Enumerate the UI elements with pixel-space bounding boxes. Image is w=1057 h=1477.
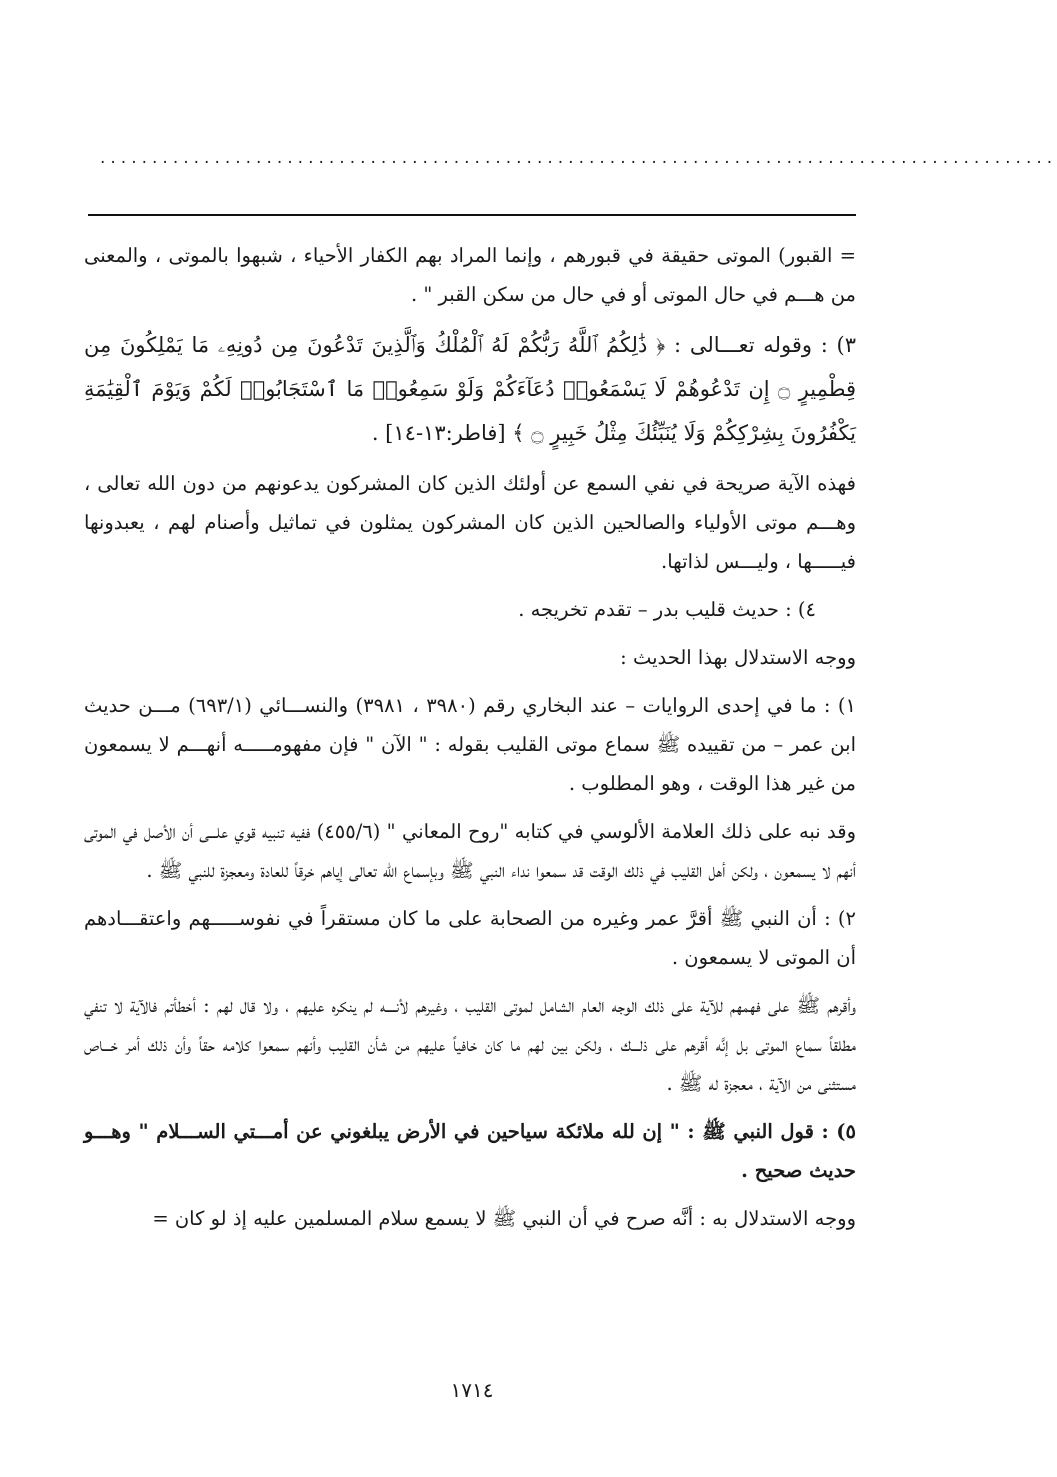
verse-commentary: فهذه الآية صريحة في نفي السمع عن أولئك الذين كان المشركون يدعونهم من دون الله تعالى ، وهـــم موتى الأولياء والصالحين الذين كان المشركون يمثلون في تماثيل وأصنام لهم ، يعبدونها فيـــــها ، وليـــس لذاتها. [84, 472, 856, 573]
evidence-conclusion: ووجه الاستدلال به : أنَّه صرح في أن النبي ﷺ لا يسمع سلام المسلمين عليه إذ لو كان = [152, 1207, 856, 1230]
evidence-point-2: ٢) : أن النبي ﷺ أقرَّ عمر وغيره من الصحابة على ما كان مستقراً في نفوســـــهم واعتقـــادهم أن الموتى لا يسمعون . [84, 907, 856, 969]
page-body [84, 236, 856, 1247]
hadith-item-4: ٤) : حديث قليب بدر – تقدم تخريجه . [518, 598, 816, 621]
evidence-heading: ووجه الاستدلال بهذا الحديث : [620, 646, 856, 669]
hadith-item-5: ٥) : قول النبي ﷺ : " إن لله ملائكة سياحين في الأرض يبلغوني عن أمـــتي الســـلام " وهـــو حديث صحيح . [84, 1120, 856, 1182]
footnote-rule [88, 214, 856, 216]
quran-verse-item: ٣) : وقوله تعـــالى : ﴿ ذَٰلِكُمُ ٱللَّهُ رَبُّكُمْ لَهُ ٱلْمُلْكُ وَٱلَّذِينَ تَدْعُونَ مِن دُونِهِۦ مَا يَمْلِكُونَ مِن قِطْمِيرٍ ۝ إِن تَدْعُوهُمْ لَا يَسْمَعُوا۟ دُعَآءَكُمْ وَلَوْ سَمِعُوا۟ مَا ٱسْتَجَابُوا۟ لَكُمْ وَيَوْمَ ٱلْقِيَٰمَةِ يَكْفُرُونَ بِشِرْكِكُمْ وَلَا يُنَبِّئُكَ مِثْلُ خَبِيرٍ ۝ ﴾ [فاطر:١٣-١٤] . [84, 333, 856, 445]
separator-dots: ............................................................................................ [100, 148, 1057, 168]
evidence-point-1: ١) : ما في إحدى الروايات – عند البخاري رقم (٣٩٨٠ ، ٣٩٨١) والنســـائي (٦٩٣/١) مـــن حديث ابن عمر – من تقييده ﷺ سماع موتى القليب بقوله : " الآن " فإن مفهومـــــه أنهـــم لا يسمعون من غير هذا الوقت ، وهو المطلوب . [84, 694, 856, 795]
page-number: ١٧١٤ [450, 1378, 494, 1402]
continued-note: = القبور) الموتى حقيقة في قبورهم ، وإنما المراد بهم الكفار الأحياء ، شبهوا بالموتى ، والمعنى من هـــم في حال الموتى أو في حال من سكن القبر " . [84, 244, 856, 306]
evidence-point-2-detail: وأقرهم ﷺ على فهمهم للآية على ذلك الوجه العام الشامل لموتى القليب ، وغيرهم لأنــــه لم ينكره عليهم ، ولا قال لهم : أخطأتم فالآية لا تنفي مطلقاً سماع الموتى بل إنَّه أقرهم على ذلـــك ، ولكن بين لهم ما كان خافياً عليهم من شأن القليب وأنهم سمعوا كلامه حقاً وأن ذلك أمر خـــاص مستثنى من الآية ، معجزة له ﷺ . [84, 994, 856, 1095]
alusi-note: وقد نبه على ذلك العلامة الألوسي في كتابه "روح المعاني " (٤٥٥/٦) ففيه تنبيه قوي علـــى أن الأصل في الموتى أنهم لا يسمعون ، ولكن أهل القليب في ذلك الوقت قد سمعوا نداء النبي ﷺ وبإسماع الله تعالى إياهم خرقاً للعادة ومعجزة للنبي ﷺ . [84, 820, 856, 882]
